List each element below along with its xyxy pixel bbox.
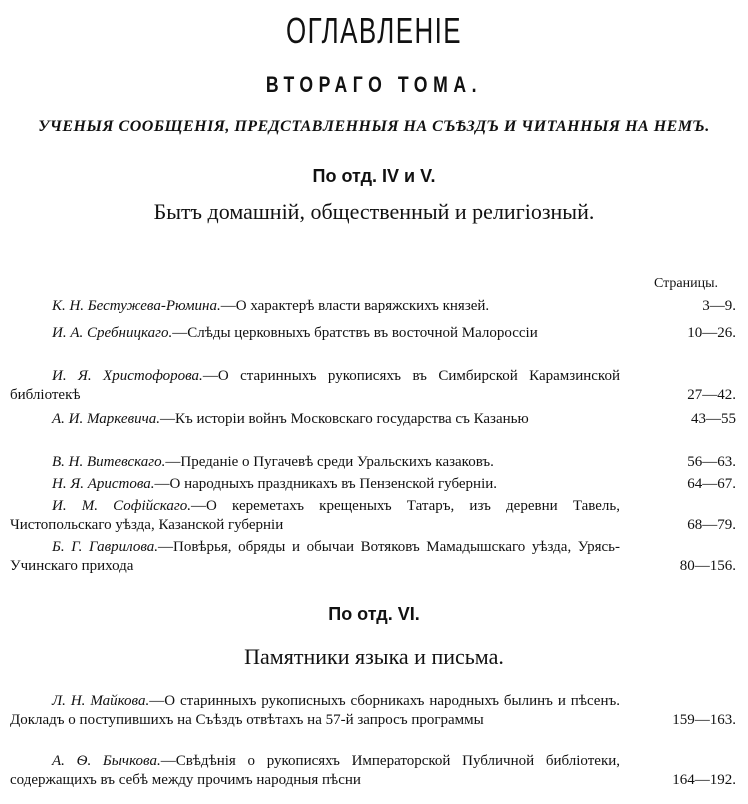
toc-entry[interactable] [10, 367, 738, 405]
entry-title: —Повѣрья, обряды и обычаи Вотяковъ Мамадышскаго уѣзда, Урясь-Учинскаго прихода [10, 539, 620, 574]
entry-pages: 64—67. [687, 476, 736, 492]
toc-entry[interactable] [10, 692, 738, 730]
entry-author: А. Ѳ. Бычкова. [52, 753, 161, 769]
toc-entry[interactable] [10, 297, 738, 316]
toc-entry[interactable] [10, 497, 738, 535]
entry-author: Б. Г. Гаврилова. [52, 539, 158, 555]
entry-pages: 56—63. [687, 454, 736, 470]
section1-theme: Бытъ домашній, общественный и религіозный. [153, 199, 595, 224]
entry-title: —Свѣдѣнія о рукописяхъ Императорской Публичной библіотеки, содержащихъ въ себѣ между прочимъ народныя пѣсни [10, 753, 621, 788]
entry-pages: 80—156. [679, 558, 736, 574]
toc-entry[interactable] [10, 410, 738, 429]
entry-title: —О характерѣ власти варяжскихъ князей. [220, 298, 490, 314]
page-title: ОГЛАВЛЕНІЕ [286, 10, 462, 51]
entry-author: Л. Н. Майкова. [52, 693, 150, 709]
entry-title: —О кереметахъ крещеныхъ Татаръ, изъ деревни Тавель, Чистопольскаго уѣзда, Казанской губерніи [10, 498, 620, 533]
entry-pages: 164—192. [672, 772, 736, 788]
entry-author: К. Н. Бестужева-Рюмина. [52, 298, 221, 314]
entry-title: —Слѣды церковныхъ братствъ въ восточной Малороссіи [172, 325, 538, 341]
entry-author: Н. Я. Аристова. [52, 476, 155, 492]
entry-author: И. М. Софійскаго. [52, 498, 192, 514]
entry-author: И. А. Сребницкаго. [52, 325, 173, 341]
entry-title: —О народныхъ праздникахъ въ Пензенской губерніи. [154, 476, 498, 492]
section-heading: УЧЕНЫЯ СООБЩЕНІЯ, ПРЕДСТАВЛЕННЫЯ НА СЪѢЗДЪ И ЧИТАННЫЯ НА НЕМЪ. [38, 118, 710, 135]
volume-subtitle: ВТОРАГО ТОМА. [265, 72, 483, 97]
entry-author: И. Я. Христофорова. [52, 368, 203, 384]
toc-entry[interactable] [10, 324, 738, 343]
entry-title: —Къ исторіи войнъ Московскаго государства съ Казанью [160, 411, 529, 427]
toc-entry[interactable] [10, 475, 738, 494]
entry-title: —Преданіе о Пугачевѣ среди Уральскихъ казаковъ. [165, 454, 494, 470]
entry-pages: 10—26. [687, 325, 736, 341]
entry-pages: 68—79. [687, 517, 736, 533]
entry-title: —О старинныхъ рукописныхъ сборникахъ народныхъ былинъ и пѣсенъ. Докладъ о поступившихъ на Съѣздъ отвѣтахъ на 57-й запросъ программы [10, 693, 620, 728]
entry-pages: 3—9. [702, 298, 736, 314]
section2-label: По отд. VI. [328, 604, 420, 624]
entry-pages: 159—163. [672, 712, 736, 728]
section1-label: По отд. IV и V. [312, 166, 436, 186]
entry-pages: 43—55 [691, 411, 736, 427]
entry-title: —О старинныхъ рукописяхъ въ Симбирской Карамзинской библіотекѣ [10, 368, 620, 403]
toc-entry[interactable] [10, 752, 738, 790]
pages-header: Страницы. [653, 276, 718, 291]
entry-pages: 27—42. [687, 387, 736, 403]
section2-theme: Памятники языка и письма. [244, 644, 504, 669]
toc-entry[interactable] [10, 538, 738, 576]
entry-author: В. Н. Витевскаго. [52, 454, 166, 470]
entry-author: А. И. Маркевича. [52, 411, 160, 427]
toc-entry[interactable] [10, 453, 738, 472]
